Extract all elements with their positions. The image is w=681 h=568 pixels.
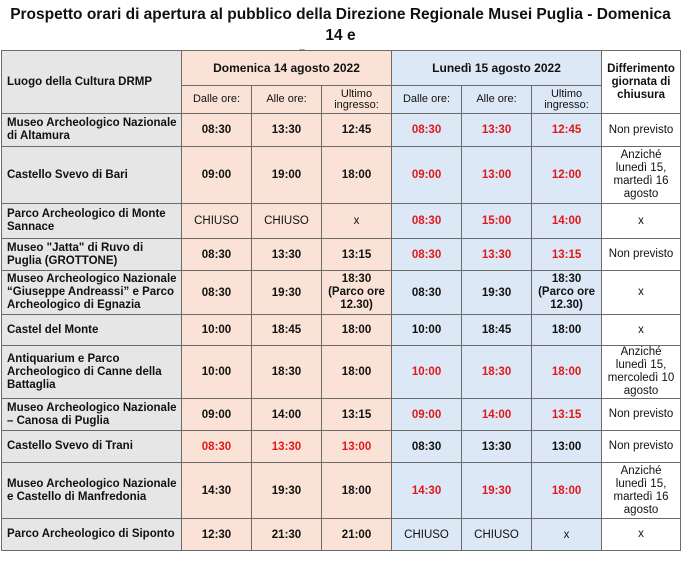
sunday-last-entry: 18:00 xyxy=(322,346,392,399)
monday-from: 14:30 xyxy=(392,463,462,519)
sunday-to: 21:30 xyxy=(252,519,322,551)
header-closing-shift: Differimento giornata di chiusura xyxy=(602,51,681,114)
page-title xyxy=(0,0,681,50)
title-line-1: Prospetto orari di apertura al pubblico della Direzione Regionale Musei Puglia - Domenica 14 e xyxy=(10,6,671,44)
sunday-to: 19:30 xyxy=(252,463,322,519)
monday-from: 08:30 xyxy=(392,271,462,315)
monday-last-entry: 12:00 xyxy=(532,147,602,204)
header-sunday-from: Dalle ore: xyxy=(182,86,252,114)
monday-last-entry: 13:15 xyxy=(532,399,602,431)
monday-to: 19:30 xyxy=(462,463,532,519)
place-name: Museo Archeologico Nazionale “Giuseppe Andreassi” e Parco Archeologico di Egnazia xyxy=(2,271,182,315)
monday-to: CHIUSO xyxy=(462,519,532,551)
sunday-from: 10:00 xyxy=(182,346,252,399)
place-name: Museo Archeologico Nazionale di Altamura xyxy=(2,114,182,147)
place-name: Museo Archeologico Nazionale e Castello di Manfredonia xyxy=(2,463,182,519)
sunday-to: 13:30 xyxy=(252,114,322,147)
sunday-last-entry: 18:30 (Parco ore 12.30) xyxy=(322,271,392,315)
place-name: Museo "Jatta" di Ruvo di Puglia (GROTTONE) xyxy=(2,239,182,271)
table-row xyxy=(2,346,681,399)
header-place: Luogo della Cultura DRMP xyxy=(2,51,182,114)
sunday-to: 19:00 xyxy=(252,147,322,204)
monday-to: 13:30 xyxy=(462,431,532,463)
monday-last-entry: x xyxy=(532,519,602,551)
monday-from: 08:30 xyxy=(392,431,462,463)
monday-last-entry: 18:00 xyxy=(532,346,602,399)
closing-shift: Non previsto xyxy=(602,114,681,147)
closing-shift: Anziché lunedì 15, mercoledì 10 agosto xyxy=(602,346,681,399)
place-name: Parco Archeologico di Monte Sannace xyxy=(2,204,182,239)
table-row xyxy=(2,463,681,519)
monday-last-entry: 18:00 xyxy=(532,463,602,519)
monday-from: 08:30 xyxy=(392,114,462,147)
monday-last-entry: 18:00 xyxy=(532,315,602,346)
sunday-from: 10:00 xyxy=(182,315,252,346)
sunday-from: 08:30 xyxy=(182,114,252,147)
place-name: Castello Svevo di Bari xyxy=(2,147,182,204)
table-row xyxy=(2,315,681,346)
table-row xyxy=(2,519,681,551)
header-sunday: Domenica 14 agosto 2022 xyxy=(182,51,392,86)
monday-from: 08:30 xyxy=(392,239,462,271)
place-name: Antiquarium e Parco Archeologico di Canne della Battaglia xyxy=(2,346,182,399)
sunday-last-entry: 18:00 xyxy=(322,463,392,519)
monday-to: 14:00 xyxy=(462,399,532,431)
monday-last-entry: 13:15 xyxy=(532,239,602,271)
closing-shift: x xyxy=(602,315,681,346)
closing-shift: Non previsto xyxy=(602,431,681,463)
sunday-last-entry: 18:00 xyxy=(322,147,392,204)
place-name: Parco Archeologico di Siponto xyxy=(2,519,182,551)
sunday-from: 09:00 xyxy=(182,147,252,204)
monday-to: 19:30 xyxy=(462,271,532,315)
sunday-from: 09:00 xyxy=(182,399,252,431)
monday-last-entry: 13:00 xyxy=(532,431,602,463)
header-monday-from: Dalle ore: xyxy=(392,86,462,114)
monday-last-entry: 12:45 xyxy=(532,114,602,147)
closing-shift: Anziché lunedì 15, martedì 16 agosto xyxy=(602,463,681,519)
closing-shift: x xyxy=(602,204,681,239)
header-monday-to: Alle ore: xyxy=(462,86,532,114)
sunday-last-entry: 13:15 xyxy=(322,399,392,431)
sunday-to: 13:30 xyxy=(252,239,322,271)
sunday-from: 14:30 xyxy=(182,463,252,519)
header-sunday-last: Ultimo ingresso: xyxy=(322,86,392,114)
sunday-from: 08:30 xyxy=(182,239,252,271)
sunday-to: CHIUSO xyxy=(252,204,322,239)
sunday-from: 08:30 xyxy=(182,431,252,463)
monday-from: CHIUSO xyxy=(392,519,462,551)
place-name: Museo Archeologico Nazionale – Canosa di Puglia xyxy=(2,399,182,431)
monday-to: 18:30 xyxy=(462,346,532,399)
sunday-to: 18:30 xyxy=(252,346,322,399)
monday-from: 09:00 xyxy=(392,399,462,431)
closing-shift: Non previsto xyxy=(602,399,681,431)
closing-shift: Anziché lunedì 15, martedì 16 agosto xyxy=(602,147,681,204)
sunday-to: 14:00 xyxy=(252,399,322,431)
sunday-to: 13:30 xyxy=(252,431,322,463)
sunday-last-entry: 18:00 xyxy=(322,315,392,346)
monday-to: 13:30 xyxy=(462,239,532,271)
table-row xyxy=(2,431,681,463)
monday-to: 15:00 xyxy=(462,204,532,239)
sunday-last-entry: 13:00 xyxy=(322,431,392,463)
monday-to: 18:45 xyxy=(462,315,532,346)
monday-from: 10:00 xyxy=(392,346,462,399)
sunday-last-entry: 13:15 xyxy=(322,239,392,271)
header-sunday-to: Alle ore: xyxy=(252,86,322,114)
header-row-days xyxy=(2,51,681,86)
monday-to: 13:00 xyxy=(462,147,532,204)
table-row xyxy=(2,114,681,147)
closing-shift: Non previsto xyxy=(602,239,681,271)
table-row xyxy=(2,239,681,271)
sunday-from: 12:30 xyxy=(182,519,252,551)
place-name: Castel del Monte xyxy=(2,315,182,346)
monday-last-entry: 18:30 (Parco ore 12.30) xyxy=(532,271,602,315)
sunday-from: 08:30 xyxy=(182,271,252,315)
table-row xyxy=(2,147,681,204)
sunday-to: 18:45 xyxy=(252,315,322,346)
table-body xyxy=(2,51,681,551)
sunday-last-entry: 21:00 xyxy=(322,519,392,551)
sunday-last-entry: x xyxy=(322,204,392,239)
monday-last-entry: 14:00 xyxy=(532,204,602,239)
monday-from: 08:30 xyxy=(392,204,462,239)
closing-shift: x xyxy=(602,271,681,315)
sunday-last-entry: 12:45 xyxy=(322,114,392,147)
place-name: Castello Svevo di Trani xyxy=(2,431,182,463)
sunday-from: CHIUSO xyxy=(182,204,252,239)
monday-from: 09:00 xyxy=(392,147,462,204)
opening-hours-table xyxy=(1,50,681,551)
sunday-to: 19:30 xyxy=(252,271,322,315)
monday-from: 10:00 xyxy=(392,315,462,346)
header-monday: Lunedì 15 agosto 2022 xyxy=(392,51,602,86)
closing-shift: x xyxy=(602,519,681,551)
table-row xyxy=(2,399,681,431)
monday-to: 13:30 xyxy=(462,114,532,147)
table-row xyxy=(2,204,681,239)
table-row xyxy=(2,271,681,315)
header-monday-last: Ultimo ingresso: xyxy=(532,86,602,114)
